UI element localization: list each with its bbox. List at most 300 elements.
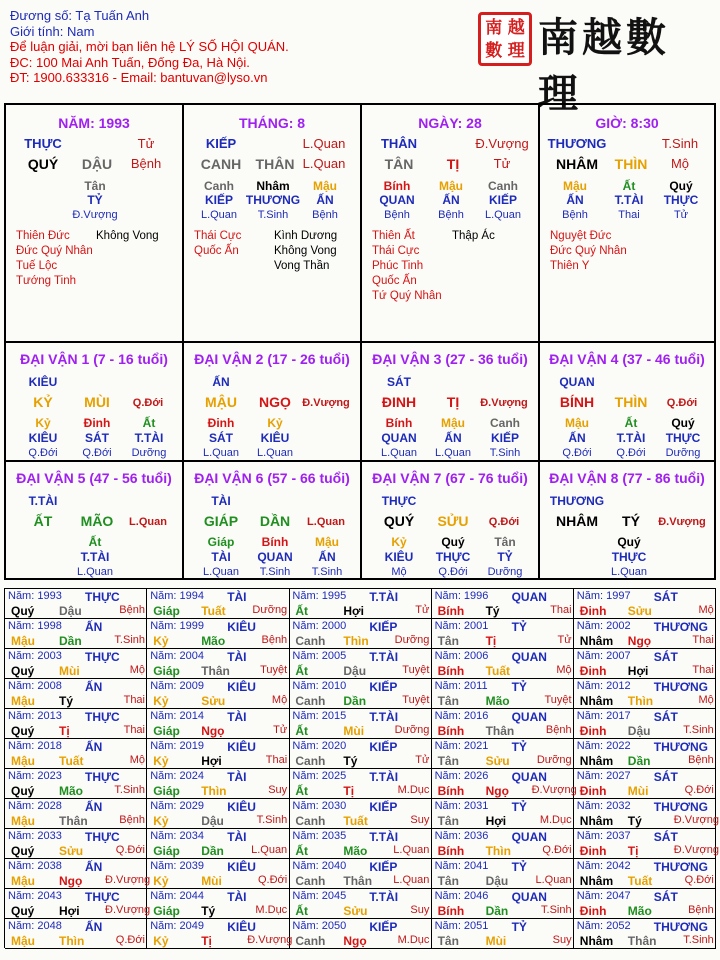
year-stage: Thai	[123, 724, 145, 736]
year-stem: Giáp	[153, 604, 180, 618]
hidden-god: KIÊU	[384, 550, 414, 564]
year-stem: Canh	[295, 694, 326, 708]
hidden-god: ẤN	[568, 431, 586, 445]
year-cell	[574, 739, 716, 769]
year-cell	[147, 679, 289, 709]
hidden-stem: Quý	[617, 535, 641, 549]
hidden-stage: T.Sinh	[259, 566, 291, 578]
owner-name: Tạ Tuấn Anh	[75, 8, 150, 23]
star: Không Vong	[96, 230, 159, 242]
year-ten-god: THỰC	[85, 590, 120, 604]
life-stage: T.Sinh	[661, 136, 699, 151]
year-cell	[289, 919, 431, 949]
life-stage: Đ.Vượng	[658, 516, 706, 528]
hidden-stem: Ất	[142, 416, 156, 430]
year-stem: Mậu	[11, 754, 35, 768]
year-ten-god: SÁT	[653, 770, 678, 784]
year-cell	[289, 589, 431, 619]
year-ten-god: TÀI	[227, 710, 247, 724]
dai-van-6	[184, 462, 362, 579]
year-branch: Tuất	[343, 814, 368, 828]
ten-god: QUAN	[559, 375, 595, 389]
year-ten-god: QUAN	[511, 770, 547, 784]
year-stage: Thai	[265, 754, 288, 766]
year-ten-god: KIẾP	[369, 680, 398, 694]
year-stem: Ất	[295, 904, 309, 918]
year-cell	[574, 859, 716, 889]
hidden-stage: Q.Đới	[82, 447, 112, 459]
year-stage: Đ.Vượng	[673, 814, 719, 826]
hidden-god: THỰC	[665, 431, 701, 445]
life-stage: Q.Đới	[488, 516, 520, 528]
year-cell	[574, 709, 716, 739]
heavenly-stem: ĐINH	[381, 394, 417, 410]
year-stage: T.Sinh	[256, 814, 288, 826]
ten-god: THỰC	[24, 136, 62, 151]
hidden-god: T.TÀI	[614, 193, 644, 207]
year-stage: Dưỡng	[252, 604, 288, 616]
year-branch: Ngọ	[59, 874, 83, 888]
year-ten-god: ẤN	[85, 620, 103, 634]
star: Đức Quý Nhân	[550, 245, 627, 257]
year-stem: Quý	[11, 604, 35, 618]
year-branch: Hợi	[59, 904, 80, 918]
year-branch: Mão	[485, 694, 510, 708]
year-cell	[574, 829, 719, 859]
heavenly-stem: ẤT	[33, 513, 53, 529]
dai-van-4	[540, 343, 714, 462]
hidden-god: ẤN	[316, 193, 334, 207]
year-branch: Mùi	[627, 784, 649, 798]
year-branch: Sửu	[627, 604, 652, 618]
owner-label: Đương số:	[10, 8, 73, 23]
year-ten-god: QUAN	[511, 890, 547, 904]
year-branch: Mùi	[485, 934, 507, 948]
hidden-god: ẤN	[566, 193, 584, 207]
year-cell	[574, 619, 716, 649]
heavenly-stem: CANH	[200, 156, 242, 172]
year-stage: Mộ	[556, 664, 572, 676]
hidden-god: THƯƠNG	[245, 193, 301, 207]
year-ten-god: TỶ	[511, 920, 527, 934]
star: Không Vong	[274, 245, 337, 257]
year-stem: Giáp	[153, 664, 180, 678]
year-cell	[5, 589, 147, 619]
year-branch: Mão	[627, 904, 652, 918]
year-stem: Đinh	[579, 844, 607, 858]
year-stage: Đ.Vượng	[247, 934, 293, 946]
year-branch: Sửu	[201, 694, 226, 708]
year-stem: Canh	[295, 634, 326, 648]
ten-god: THƯƠNG	[547, 136, 607, 151]
year-cell	[432, 649, 574, 679]
year-stem: Mậu	[11, 934, 35, 948]
year-cell	[432, 859, 574, 889]
year-label: Năm: 2001	[434, 620, 489, 632]
year-stage: Suy	[410, 904, 430, 916]
year-branch: Sửu	[343, 904, 368, 918]
year-stem: Giáp	[153, 724, 180, 738]
pillar-4	[540, 105, 714, 343]
year-branch: Dậu	[59, 604, 82, 618]
year-stage: Thai	[692, 664, 714, 676]
hidden-stem: Quý	[441, 535, 465, 549]
hidden-stem: Nhâm	[256, 179, 290, 193]
year-label: Năm: 2026	[434, 770, 489, 782]
year-stem: Giáp	[153, 844, 180, 858]
year-ten-god: T.TÀI	[369, 710, 399, 724]
star: Thiên Ất	[372, 230, 415, 242]
year-branch: Tị	[201, 934, 212, 948]
year-label: Năm: 2039	[150, 860, 204, 872]
life-stage: Đ.Vượng	[302, 397, 350, 409]
year-label: Năm: 2015	[292, 710, 347, 722]
year-label: Năm: 1998	[8, 620, 62, 632]
hidden-god: THỰC	[435, 550, 471, 564]
year-ten-god: T.TÀI	[369, 650, 399, 664]
year-label: Năm: 2004	[150, 650, 204, 662]
year-stem: Tân	[437, 874, 459, 888]
year-label: Năm: 2009	[150, 680, 204, 692]
year-cell	[147, 739, 289, 769]
hidden-stem: Bính	[383, 179, 411, 193]
ten-god: THỰC	[381, 494, 417, 508]
hidden-stage: Bệnh	[384, 209, 410, 221]
hidden-stem: Tân	[494, 535, 516, 549]
year-label: Năm: 2034	[150, 830, 204, 842]
year-stem: Giáp	[153, 904, 180, 918]
year-label: Năm: 2049	[150, 920, 204, 932]
year-stage: Mộ	[129, 664, 145, 676]
hidden-stem: Canh	[490, 416, 520, 430]
ten-god: T.TÀI	[28, 494, 58, 508]
dai-van-title: ĐẠI VẬN 8 (77 - 86 tuổi)	[549, 470, 705, 486]
hidden-god: THỰC	[611, 550, 647, 564]
year-label: Năm: 1995	[292, 590, 347, 602]
year-ten-god: SÁT	[653, 890, 678, 904]
red-seal-logo: 南 越 數 理	[478, 12, 532, 66]
star: Kình Dương	[274, 230, 338, 242]
earthly-branch: DẬU	[81, 156, 113, 172]
year-label: Năm: 2033	[8, 830, 62, 842]
year-branch: Tị	[59, 724, 70, 738]
year-ten-god: THỰC	[85, 710, 120, 724]
year-ten-god: T.TÀI	[369, 830, 399, 844]
year-stage: Đ.Vượng	[105, 904, 151, 916]
year-branch: Tý	[201, 904, 216, 918]
year-stem: Kỷ	[153, 754, 169, 768]
year-stem: Canh	[295, 814, 326, 828]
hidden-stage: L.Quan	[256, 447, 294, 459]
year-stage: T.Sinh	[683, 724, 714, 736]
dai-van-title: ĐẠI VẬN 7 (67 - 76 tuổi)	[372, 470, 528, 486]
heavenly-stem: MẬU	[205, 394, 237, 410]
year-branch: Tị	[485, 634, 497, 648]
dai-van-title: ĐẠI VẬN 6 (57 - 66 tuổi)	[194, 470, 350, 486]
earthly-branch: THÂN	[255, 156, 295, 172]
year-cell	[147, 919, 293, 949]
hidden-god: SÁT	[209, 431, 233, 445]
year-stem: Giáp	[153, 784, 180, 798]
earthly-branch: SỬU	[437, 513, 469, 529]
life-stage: L.Quan	[302, 136, 346, 151]
star: Thập Ác	[452, 230, 495, 242]
year-label: Năm: 2010	[292, 680, 347, 692]
year-stem: Kỷ	[153, 934, 169, 948]
year-stage: Dưỡng	[394, 724, 430, 736]
year-cell	[432, 799, 574, 829]
year-stem: Tân	[437, 634, 459, 648]
year-label: Năm: 2011	[434, 680, 488, 692]
year-label: Năm: 2036	[434, 830, 489, 842]
year-ten-god: T.TÀI	[369, 590, 399, 604]
year-branch: Dần	[627, 754, 651, 768]
year-stage: Tuyệt	[402, 664, 430, 676]
year-cell	[147, 829, 289, 859]
year-ten-god: SÁT	[653, 830, 678, 844]
year-stage: M.Dục	[397, 934, 430, 946]
star: Thiên Đức	[16, 230, 70, 242]
year-cell	[289, 709, 431, 739]
year-label: Năm: 2019	[150, 740, 204, 752]
star: Nguyệt Đức	[550, 230, 612, 242]
year-stem: Tân	[437, 814, 459, 828]
hidden-god: KIÊU	[260, 431, 290, 445]
year-label: Năm: 2030	[292, 800, 347, 812]
ten-god: THƯƠNG	[549, 494, 605, 508]
hidden-stage: T.Sinh	[489, 447, 521, 459]
year-stem: Quý	[11, 784, 35, 798]
year-label: Năm: 2020	[292, 740, 347, 752]
year-branch: Mão	[59, 784, 83, 798]
year-ten-god: QUAN	[511, 650, 547, 664]
year-stage: Suy	[268, 784, 288, 796]
year-label: Năm: 1993	[8, 590, 62, 602]
year-label: Năm: 2028	[8, 800, 62, 812]
hidden-god: QUAN	[379, 193, 415, 207]
year-cell	[147, 649, 289, 679]
hidden-stem: Kỷ	[35, 416, 51, 430]
year-stem: Quý	[11, 724, 35, 738]
year-stem: Ất	[295, 664, 309, 678]
pillar-1	[6, 105, 184, 343]
year-stem: Ất	[295, 784, 309, 798]
earthly-branch: THÌN	[614, 394, 648, 410]
hidden-god: ẤN	[444, 431, 462, 445]
year-label: Năm: 1994	[150, 590, 204, 602]
year-ten-god: TÀI	[227, 770, 247, 784]
dai-van-title: ĐẠI VẬN 5 (47 - 56 tuổi)	[16, 470, 172, 486]
star: Phúc Tinh	[372, 260, 424, 272]
hidden-god: TỶ	[497, 550, 513, 564]
dai-van-title: ĐẠI VẬN 1 (7 - 16 tuổi)	[20, 351, 168, 367]
year-stem: Bính	[437, 724, 465, 738]
hidden-stage: L.Quan	[434, 447, 472, 459]
year-ten-god: THƯƠNG	[653, 800, 708, 814]
year-ten-god: KIẾP	[369, 740, 398, 754]
year-label: Năm: 2022	[576, 740, 631, 752]
year-cell	[289, 889, 431, 919]
year-label: Năm: 2024	[150, 770, 204, 782]
brand-logo	[478, 10, 712, 117]
branch-stage: Mộ	[670, 156, 690, 171]
hidden-stage: Q.Đới	[28, 447, 58, 459]
year-label: Năm: 2002	[576, 620, 631, 632]
year-stem: Bính	[437, 664, 465, 678]
year-branch: Mùi	[59, 664, 80, 678]
ten-god: SÁT	[387, 375, 411, 389]
year-branch: Ngọ	[485, 784, 509, 798]
year-cell	[574, 799, 719, 829]
hidden-stage: Q.Đới	[616, 447, 646, 459]
year-cell	[147, 799, 289, 829]
pillar-title: NGÀY: 28	[418, 115, 482, 131]
year-ten-god: THƯƠNG	[653, 620, 708, 634]
year-stage: Bệnh	[688, 904, 714, 916]
bad-stars	[452, 229, 495, 244]
heavenly-stem: NHÂM	[556, 513, 598, 529]
year-cell	[5, 889, 151, 919]
year-stage: Q.Đới	[115, 934, 145, 946]
life-stage: Q.Đới	[666, 397, 698, 409]
star: Thiên Y	[550, 260, 590, 272]
year-branch: Dần	[343, 694, 367, 708]
year-cell	[5, 709, 147, 739]
year-label: Năm: 2042	[576, 860, 631, 872]
year-label: Năm: 2037	[576, 830, 631, 842]
hidden-god: ẤN	[318, 550, 336, 564]
year-ten-god: QUAN	[511, 590, 547, 604]
year-stage: Tử	[415, 604, 430, 616]
year-branch: Thân	[485, 724, 515, 738]
hidden-stage: L.Quan	[202, 566, 240, 578]
year-ten-god: TỶ	[511, 740, 527, 754]
year-cell	[432, 919, 574, 949]
year-ten-god: SÁT	[653, 590, 678, 604]
year-stem: Kỷ	[153, 814, 169, 828]
good-stars	[550, 229, 627, 274]
year-stage: L.Quan	[393, 844, 430, 856]
hidden-stem: Giáp	[207, 535, 235, 549]
hidden-stem: Kỷ	[391, 535, 407, 549]
hidden-stem: Canh	[488, 179, 518, 193]
year-label: Năm: 2044	[150, 890, 204, 902]
hidden-god: KIẾP	[490, 431, 519, 445]
star: Tuế Lộc	[16, 260, 58, 272]
hidden-god: KIÊU	[28, 431, 58, 445]
hidden-stage: Thai	[618, 209, 640, 221]
year-cell	[147, 619, 289, 649]
year-stem: Mậu	[11, 694, 35, 708]
year-cell	[5, 679, 147, 709]
earthly-branch: MÙI	[84, 394, 110, 410]
star: Tứ Quý Nhân	[372, 290, 442, 302]
year-cell	[432, 829, 574, 859]
year-branch: Mùi	[343, 724, 365, 738]
year-branch: Tý	[627, 814, 642, 828]
year-label: Năm: 1999	[150, 620, 204, 632]
year-branch: Thìn	[627, 694, 654, 708]
year-branch: Mão	[343, 844, 368, 858]
earthly-branch: TÝ	[622, 513, 640, 529]
hidden-stem: Bính	[261, 535, 289, 549]
hidden-stem: Kỷ	[267, 416, 283, 430]
phone-email: ĐT: 1900.633316 - Email: bantuvan@lyso.vn	[10, 70, 268, 85]
year-branch: Mão	[201, 634, 226, 648]
year-stage: Q.Đới	[542, 844, 572, 856]
year-ten-god: T.TÀI	[369, 890, 399, 904]
year-stem: Nhâm	[579, 634, 614, 648]
dai-van-title: ĐẠI VẬN 4 (37 - 46 tuổi)	[549, 351, 705, 367]
hidden-stem: Ất	[88, 535, 102, 549]
year-table	[4, 588, 719, 948]
hidden-stage: Bệnh	[562, 209, 588, 221]
year-stem: Mậu	[11, 634, 35, 648]
year-stage: Q.Đới	[684, 874, 714, 886]
year-stem: Quý	[11, 664, 35, 678]
hidden-stage: Tử	[673, 209, 689, 221]
hidden-stage: T.Sinh	[311, 566, 343, 578]
year-branch: Dậu	[201, 814, 224, 828]
year-branch: Ngọ	[201, 724, 225, 738]
year-stage: Bệnh	[261, 634, 288, 646]
year-label: Năm: 2014	[150, 710, 204, 722]
year-ten-god: KIẾP	[369, 620, 398, 634]
year-stage: Thai	[123, 694, 145, 706]
star: Thái Cực	[372, 245, 420, 257]
year-stage: Bệnh	[688, 754, 714, 766]
heavenly-stem: NHÂM	[556, 156, 598, 172]
year-ten-god: ẤN	[85, 740, 103, 754]
year-cell	[432, 679, 574, 709]
hidden-stage: Dưỡng	[131, 447, 167, 459]
hidden-god: THỰC	[663, 193, 699, 207]
ten-god: KIẾP	[205, 136, 237, 151]
year-stem: Tân	[437, 934, 459, 948]
year-label: Năm: 2018	[8, 740, 62, 752]
year-cell	[574, 889, 716, 919]
year-stem: Nhâm	[579, 814, 614, 828]
year-branch: Hợi	[627, 664, 649, 678]
year-stage: Dưỡng	[536, 754, 572, 766]
year-stage: Đ.Vượng	[531, 784, 577, 796]
year-label: Năm: 2038	[8, 860, 62, 872]
year-stage: T.Sinh	[114, 784, 145, 796]
year-branch: Mùi	[201, 874, 222, 888]
dai-van-title: ĐẠI VẬN 2 (17 - 26 tuổi)	[194, 351, 350, 367]
year-label: Năm: 2027	[576, 770, 631, 782]
year-ten-god: ẤN	[85, 800, 103, 814]
year-stem: Ất	[295, 604, 309, 618]
gender-value: Nam	[66, 23, 95, 39]
year-branch: Thân	[59, 814, 88, 828]
year-stem: Đinh	[579, 784, 607, 798]
year-stage: M.Dục	[397, 784, 430, 796]
hidden-stage: Dưỡng	[487, 566, 523, 578]
hidden-stem: Đinh	[83, 416, 111, 430]
year-branch: Sửu	[485, 754, 510, 768]
dai-van-2	[184, 343, 362, 462]
hidden-god: ẤN	[442, 193, 460, 207]
year-cell	[574, 589, 716, 619]
year-cell	[574, 769, 716, 799]
hidden-god: QUAN	[257, 550, 293, 564]
year-label: Năm: 2005	[292, 650, 347, 662]
hidden-stem: Mậu	[441, 416, 465, 430]
hidden-stem: Đinh	[207, 416, 235, 430]
star: Đức Quý Nhân	[16, 245, 93, 257]
hidden-stage: Đ.Vượng	[72, 209, 118, 221]
